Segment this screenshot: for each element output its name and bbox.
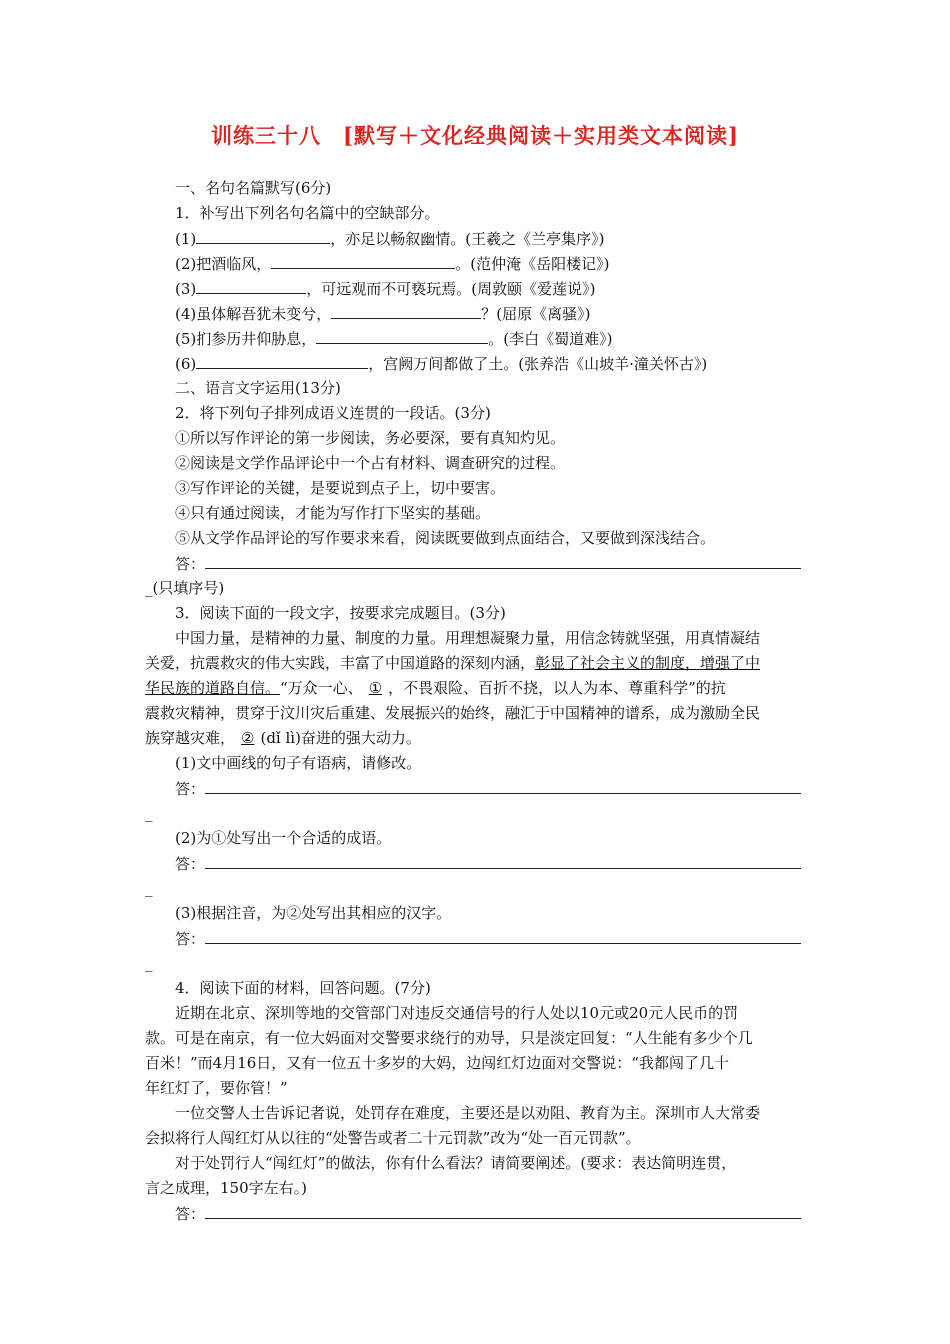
item-label: (1) bbox=[175, 230, 197, 248]
sub-question: (3)根据注音，为②处写出其相应的汉字。 bbox=[175, 904, 452, 922]
fill-item bbox=[145, 326, 807, 351]
passage-line: 近期在北京、深圳等地的交管部门对违反交通信号的行人处以10元或20元人民币的罚 bbox=[175, 1004, 739, 1022]
passage-line: 中国力量，是精神的力量、制度的力量。用理想凝聚力量，用信念铸就坚强，用真情凝结 bbox=[175, 629, 761, 647]
answer-label: 答： bbox=[175, 1205, 206, 1223]
passage-line: 言之成理，150字左右。) bbox=[145, 1179, 307, 1197]
answer-tail: _ bbox=[145, 879, 153, 897]
fill-item bbox=[145, 351, 807, 376]
answer-row bbox=[145, 1201, 807, 1226]
section-heading: 二、语言文字运用(13分) bbox=[175, 379, 341, 397]
passage-text: (dǐ lì)奋进的强大动力。 bbox=[260, 729, 421, 747]
passage-text: 族穿越灾难， bbox=[145, 729, 236, 747]
answer-tail: _ bbox=[145, 954, 153, 972]
item-text: 。(李白《蜀道难》) bbox=[488, 330, 613, 348]
fill-item bbox=[145, 251, 807, 276]
passage-line: 年红灯了，要你管！” bbox=[145, 1079, 288, 1097]
answer-line[interactable] bbox=[205, 776, 801, 794]
passage-line: 会拟将行人闯红灯从以往的“处警告或者二十元罚款”改为“处一百元罚款”。 bbox=[145, 1129, 641, 1147]
passage-line: 款。可是在南京，有一位大妈面对交警要求绕行的劝导，只是淡定回复：“人生能有多少个几 bbox=[145, 1029, 753, 1047]
blank-marker[interactable]: ② bbox=[241, 729, 255, 747]
answer-line[interactable] bbox=[205, 551, 801, 569]
question-stem: 3．阅读下面的一段文字，按要求完成题目。(3分) bbox=[175, 604, 506, 622]
item-label: (3) bbox=[175, 280, 197, 298]
fill-item bbox=[145, 276, 807, 301]
underlined-sentence: 彰显了社会主义的制度，增强了中 bbox=[535, 654, 761, 672]
sentence-item: ③写作评论的关键，是要说到点子上，切中要害。 bbox=[175, 479, 506, 497]
answer-line[interactable] bbox=[205, 1201, 801, 1219]
answer-line[interactable] bbox=[205, 926, 801, 944]
answer-blank[interactable] bbox=[196, 276, 306, 294]
item-text: ？(屈原《离骚》) bbox=[481, 305, 591, 323]
answer-blank[interactable] bbox=[316, 326, 488, 344]
sentence-item: ②阅读是文学作品评论中一个占有材料、调查研究的过程。 bbox=[175, 454, 566, 472]
sentence-item: ④只有通过阅读，才能为写作打下坚实的基础。 bbox=[175, 504, 491, 522]
answer-row bbox=[145, 551, 807, 576]
underlined-sentence: 华民族的道路自信。 bbox=[145, 679, 281, 697]
sentence-item: ①所以写作评论的第一步阅读，务必要深，要有真知灼见。 bbox=[175, 429, 566, 447]
item-text: ，宫阙万间都做了土。(张养浩《山坡羊·潼关怀古》) bbox=[368, 355, 708, 373]
section-heading: 一、名句名篇默写(6分) bbox=[175, 179, 332, 197]
fill-item bbox=[145, 226, 807, 251]
fill-item bbox=[145, 301, 807, 326]
item-label: (4)虽体解吾犹未变兮， bbox=[175, 305, 332, 323]
exercise-content bbox=[145, 176, 807, 1226]
passage-line: 百米！”而4月16日，又有一位五十多岁的大妈，边闯红灯边面对交警说：“我都闯了几十 bbox=[145, 1054, 729, 1072]
answer-row bbox=[145, 776, 807, 801]
answer-blank[interactable] bbox=[196, 226, 330, 244]
answer-label: 答： bbox=[175, 855, 206, 873]
passage-text: 关爱，抗震救灾的伟大实践，丰富了中国道路的深刻内涵， bbox=[145, 654, 536, 672]
question-stem: 4．阅读下面的材料，回答问题。(7分) bbox=[175, 979, 431, 997]
passage-line: 对于处罚行人“闯红灯”的做法，你有什么看法？请简要阐述。(要求：表达简明连贯， bbox=[175, 1154, 737, 1172]
item-label: (6) bbox=[175, 355, 197, 373]
item-text: ，亦足以畅叙幽情。(王羲之《兰亭集序》) bbox=[330, 230, 605, 248]
sub-question: (1)文中画线的句子有语病，请修改。 bbox=[175, 754, 422, 772]
item-text: ，可远观而不可亵玩焉。(周敦颐《爱莲说》) bbox=[306, 280, 596, 298]
passage-line: 一位交警人士告诉记者说，处罚存在难度，主要还是以劝阻、教育为主。深圳市人大常委 bbox=[175, 1104, 761, 1122]
passage-line bbox=[145, 651, 807, 676]
blank-marker[interactable]: ① bbox=[368, 679, 383, 697]
answer-row bbox=[145, 926, 807, 951]
sentence-item: ⑤从文学作品评论的写作要求来看，阅读既要做到点面结合，又要做到深浅结合。 bbox=[175, 529, 716, 547]
answer-tail: _ bbox=[145, 804, 153, 822]
item-label: (5)扪参历井仰胁息， bbox=[175, 330, 317, 348]
passage-line bbox=[145, 676, 807, 701]
passage-line bbox=[145, 726, 807, 751]
answer-label: 答： bbox=[175, 930, 206, 948]
passage-text: ，不畏艰险、百折不挠，以人为本、尊重科学”的抗 bbox=[388, 679, 726, 697]
page-title: 训练三十八 [默写＋文化经典阅读＋实用类文本阅读] bbox=[211, 123, 739, 148]
item-label: (2)把酒临风， bbox=[175, 255, 272, 273]
answer-line[interactable] bbox=[205, 851, 801, 869]
item-text: 。(范仲淹《岳阳楼记》) bbox=[455, 255, 610, 273]
answer-blank[interactable] bbox=[196, 351, 368, 369]
answer-blank[interactable] bbox=[331, 301, 481, 319]
answer-row bbox=[145, 851, 807, 876]
passage-text: “万众一心、 bbox=[280, 679, 363, 697]
answer-label: 答： bbox=[175, 555, 206, 573]
sub-question: (2)为①处写出一个合适的成语。 bbox=[175, 829, 392, 847]
answer-label: 答： bbox=[175, 780, 206, 798]
question-stem: 2．将下列句子排列成语义连贯的一段话。(3分) bbox=[175, 404, 491, 422]
answer-blank[interactable] bbox=[271, 251, 455, 269]
passage-line: 震救灾精神，贯穿于汶川灾后重建、发展振兴的始终，融汇于中国精神的谱系，成为激励全民 bbox=[145, 704, 761, 722]
answer-note: _(只填序号) bbox=[145, 579, 225, 597]
question-stem: 1．补写出下列名句名篇中的空缺部分。 bbox=[175, 204, 440, 222]
